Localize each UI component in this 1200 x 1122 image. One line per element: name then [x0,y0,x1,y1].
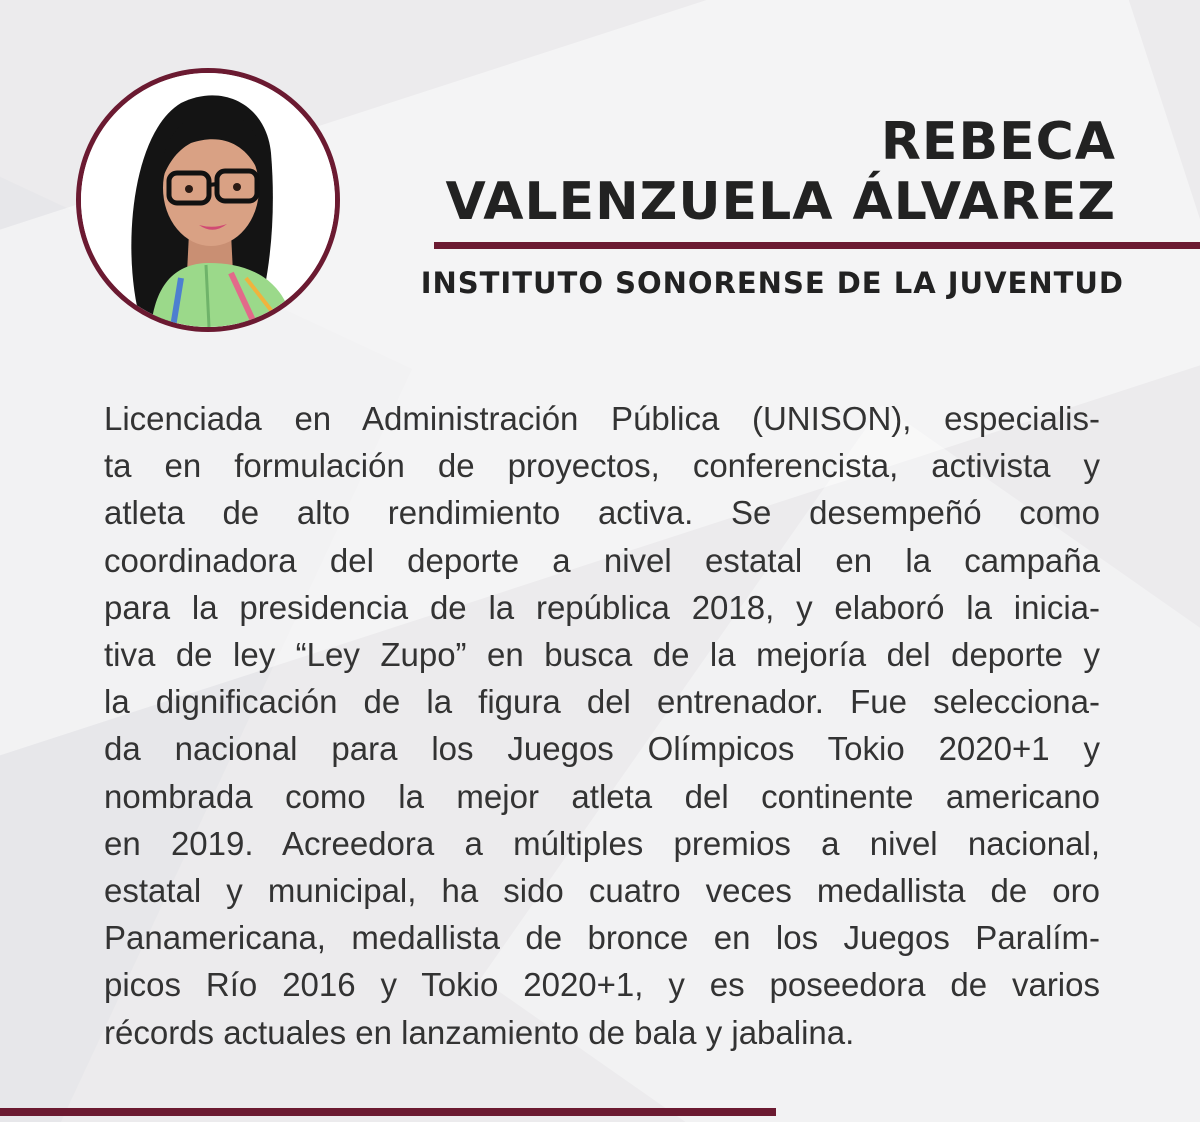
biography-line: para la presidencia de la república 2018, y elaboró la inicia- [104,588,1100,626]
organization-name: INSTITUTO SONORENSE DE LA JUVENTUD [420,266,1124,300]
biography-line: atleta de alto rendimiento activa. Se desempeñó como [104,494,1100,532]
biography-line: Licenciada en Administración Pública (UNISON), especialis- [104,400,1100,437]
biography-line: récords actuales en lanzamiento de bala y jabalina. [104,1013,855,1051]
biography-line: estatal y municipal, ha sido cuatro veces medallista de oro [104,872,1100,910]
biography-line: en 2019. Acreedora a múltiples premios a nivel nacional, [104,824,1100,862]
biography-line: Panamericana, medallista de bronce en los Juegos Paralím- [104,919,1100,957]
biography-line: tiva de ley “Ley Zupo” en busca de la mejoría del deporte y [104,636,1100,674]
profile-photo [76,68,340,332]
biography-line: la dignificación de la figura del entrenador. Fue selecciona- [104,683,1100,721]
biography-line: nombrada como la mejor atleta del continente americano [104,777,1100,815]
biography-line: coordinadora del deporte a nivel estatal en la campaña [104,541,1100,579]
name-first-line: REBECA [880,112,1116,172]
portrait-illustration [81,73,335,327]
biography-line: da nacional para los Juegos Olímpicos Tokio 2020+1 y [104,730,1100,768]
biography-text [104,395,1100,1056]
biography-line: picos Río 2016 y Tokio 2020+1, y es poseedora de varios [104,966,1100,1004]
biography-line: ta en formulación de proyectos, conferencista, activista y [104,447,1100,485]
name-second-line: VALENZUELA ÁLVAREZ [445,172,1116,232]
footer-divider [0,1108,776,1116]
title-divider [434,242,1200,249]
